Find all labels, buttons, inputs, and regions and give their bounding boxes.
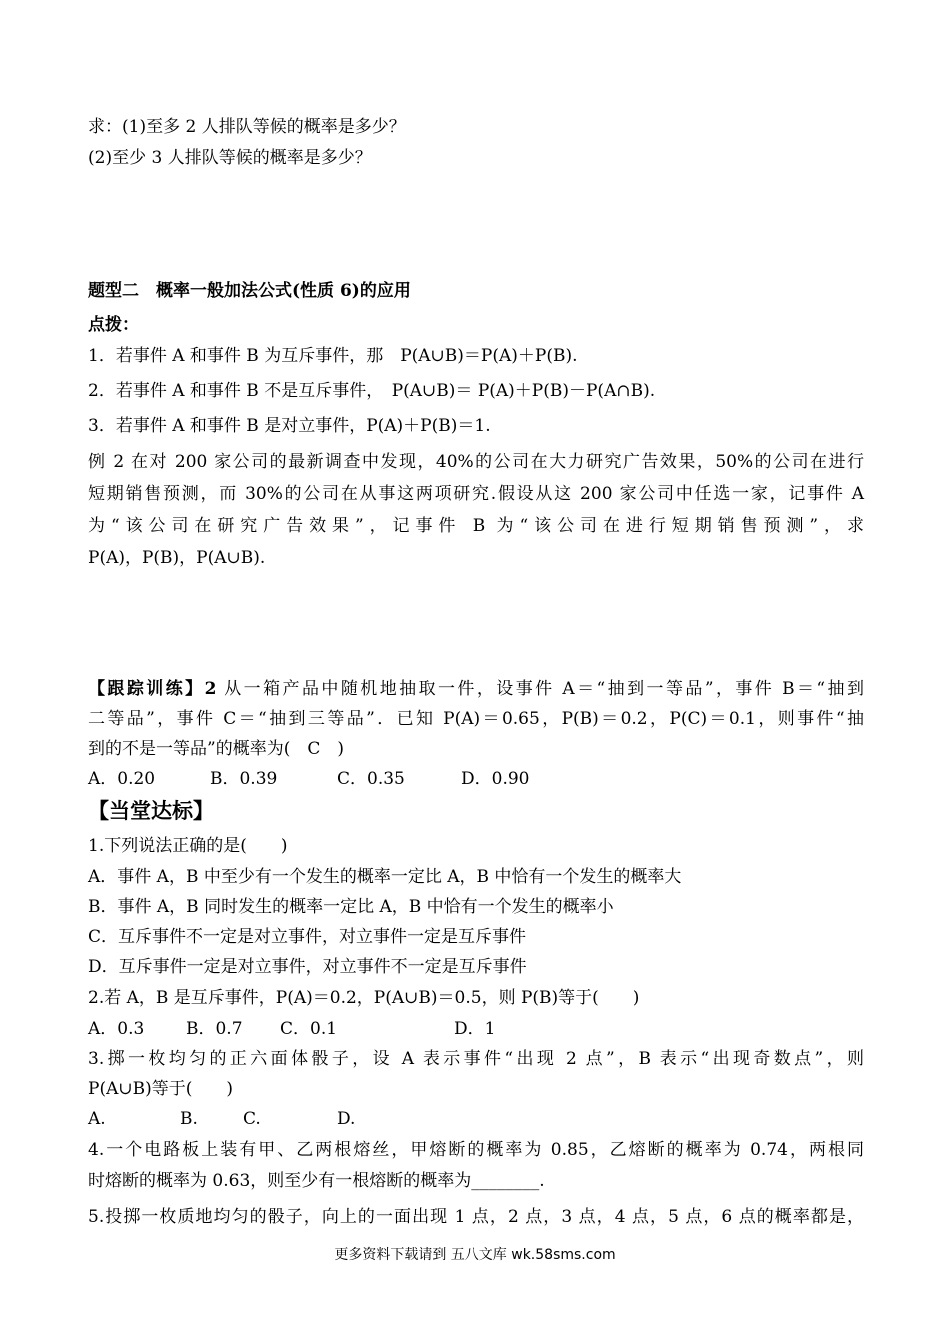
q1-option-a: A．事件 A，B 中至少有一个发生的概率一定比 A，B 中恰有一个发生的概率大 [88, 867, 682, 887]
example-line: 为“该公司在研究广告效果”，记事件 B 为“该公司在进行短期销售预测”，求 [88, 516, 864, 536]
track-text: 从一箱产品中随机地抽取一件，设事件 A＝“抽到一等品”，事件 B＝“抽到 [216, 679, 864, 699]
q2-option-a: A．0.3 [88, 1019, 145, 1039]
example-line: 短期销售预测，而 30%的公司在从事这两项研究.假设从这 200 家公司中任选一家，记事件 A [88, 484, 864, 504]
footer-link[interactable]: 更多资料下载请到 五八文库 wk.58sms.com [334, 1247, 616, 1263]
q2-option-c: C．0.1 [280, 1019, 338, 1039]
q1-option-c: C．互斥事件不一定是对立事件，对立事件一定是互斥事件 [88, 927, 527, 947]
track-label: 【跟踪训练】2 [88, 679, 217, 699]
q3-option-a: A. [88, 1109, 106, 1129]
track-option-c: C．0.35 [337, 769, 405, 789]
q3-stem: 3.掷一枚均匀的正六面体骰子，设 A 表示事件“出现 2 点”，B 表示“出现奇数点”，则 [88, 1049, 864, 1069]
q1-option-d: D．互斥事件一定是对立事件，对立事件不一定是互斥事件 [88, 957, 527, 977]
prev-question-1: 求：(1)至多 2 人排队等候的概率是多少？ [88, 117, 406, 137]
tip-line: 3．若事件 A 和事件 B 是对立事件，P(A)＋P(B)＝1. [88, 416, 491, 436]
tip-label: 点拨： [88, 315, 139, 335]
q2-stem: 2.若 A，B 是互斥事件，P(A)＝0.2，P(A∪B)＝0.5，则 P(B)等于( ) [88, 988, 640, 1008]
track-line: 到的不是一等品”的概率为( C ) [88, 739, 344, 759]
example-line: 例 2 在对 200 家公司的最新调查中发现，40%的公司在大力研究广告效果，50%的公司在进行 [88, 452, 864, 472]
q1-option-b: B．事件 A，B 同时发生的概率一定比 A，B 中恰有一个发生的概率小 [88, 897, 614, 917]
q3-stem: P(A∪B)等于( ) [88, 1079, 233, 1099]
q3-option-b: B. [180, 1109, 198, 1129]
exercises-heading: 【当堂达标】 [88, 799, 214, 823]
q4-stem: 时熔断的概率为 0.63，则至少有一根熔断的概率为________. [88, 1171, 545, 1191]
tip-line: 2．若事件 A 和事件 B 不是互斥事件， P(A∪B)＝ P(A)＋P(B)－P(A∩B). [88, 381, 656, 401]
q5-stem: 5.投掷一枚质地均匀的骰子，向上的一面出现 1 点，2 点，3 点，4 点，5 点，6 点的概率都是， [88, 1207, 864, 1227]
tip-line: 1．若事件 A 和事件 B 为互斥事件，那 P(A∪B)＝P(A)＋P(B). [88, 346, 578, 366]
section-heading: 题型二 概率一般加法公式(性质 6)的应用 [88, 281, 411, 301]
example-line: P(A)，P(B)，P(A∪B). [88, 548, 266, 568]
track-option-b: B．0.39 [210, 769, 278, 789]
q1-stem: 1.下列说法正确的是( ) [88, 836, 288, 856]
track-line: 二等品”，事件 C＝“抽到三等品”．已知 P(A)＝0.65，P(B)＝0.2，P(C)＝0.1，则事件“抽 [88, 709, 864, 729]
track-option-a: A．0.20 [88, 769, 156, 789]
q3-option-c: C. [243, 1109, 261, 1129]
track-option-d: D．0.90 [461, 769, 530, 789]
prev-question-2: (2)至少 3 人排队等候的概率是多少？ [88, 148, 372, 168]
q4-stem: 4.一个电路板上装有甲、乙两根熔丝，甲熔断的概率为 0.85，乙熔断的概率为 0.74，两根同 [88, 1140, 864, 1160]
track-line [88, 677, 864, 701]
q2-option-b: B．0.7 [186, 1019, 243, 1039]
q2-option-d: D．1 [454, 1019, 496, 1039]
q3-option-d: D. [337, 1109, 356, 1129]
